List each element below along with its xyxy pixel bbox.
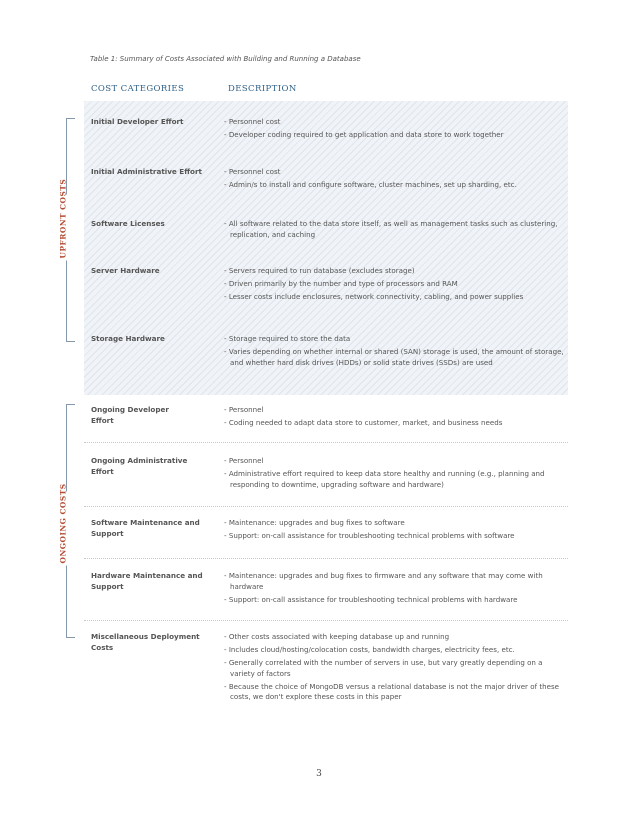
cost-category: Software Maintenance and Support xyxy=(91,518,200,538)
cost-category: Ongoing Developer Effort xyxy=(91,405,169,425)
header-description: DESCRIPTION xyxy=(228,84,297,94)
cost-description xyxy=(224,456,569,493)
description-bullet: - Admin/s to install and configure software, cluster machines, set up sharding, etc. xyxy=(224,180,517,189)
page-number: 3 xyxy=(316,769,322,779)
description-bullet: - Because the choice of MongoDB versus a relational database is not the major driver of these costs, we don't explore these costs in this paper xyxy=(224,681,560,701)
description-bullet: - Personnel cost xyxy=(224,117,281,126)
description-bullet: - Administrative effort required to keep data store healthy and running (e.g., planning and responding to downtime, upgrading software and hardware) xyxy=(224,469,545,489)
table-row xyxy=(84,207,568,257)
cost-description xyxy=(224,571,569,608)
cost-description xyxy=(224,266,569,305)
cost-category: Ongoing Administrative Effort xyxy=(91,456,188,476)
table-row xyxy=(84,559,568,621)
description-bullet: - Personnel xyxy=(224,405,264,414)
cost-description xyxy=(224,518,569,544)
table-row xyxy=(84,395,568,443)
description-bullet: - Servers required to run database (excludes storage) xyxy=(224,266,415,275)
description-bullet: - Maintenance: upgrades and bug fixes to software xyxy=(224,518,405,527)
cost-category: Miscellaneous Deployment Costs xyxy=(91,632,200,652)
description-bullet: - Other costs associated with keeping database up and running xyxy=(224,632,450,641)
description-bullet: - Generally correlated with the number of servers in use, but vary greatly depending on a variety of factors xyxy=(224,658,543,678)
cost-description xyxy=(224,632,569,705)
description-bullet: - Varies depending on whether internal or shared (SAN) storage is used, the amount of storage, and whether hard disk drives (HDDs) or solid state drives (SSDs) are used xyxy=(224,347,564,367)
table-row xyxy=(84,507,568,559)
header-cost-categories: COST CATEGORIES xyxy=(91,84,185,94)
description-bullet: - Storage required to store the data xyxy=(224,334,351,343)
description-bullet: - Personnel cost xyxy=(224,167,281,176)
table-row xyxy=(84,101,568,155)
description-bullet: - Driven primarily by the number and type of processors and RAM xyxy=(224,279,458,288)
cost-description xyxy=(224,219,569,243)
cost-category: Server Hardware xyxy=(91,266,160,275)
description-bullet: - Support: on-call assistance for troubleshooting technical problems with hardware xyxy=(224,594,518,604)
table-caption: Table 1: Summary of Costs Associated with Building and Running a Database xyxy=(90,55,361,63)
cost-description xyxy=(224,405,569,431)
description-bullet: - Includes cloud/hosting/colocation costs, bandwidth charges, electricity fees, etc. xyxy=(224,645,515,654)
upfront-costs-label: UPFRONT COSTS xyxy=(58,178,68,259)
cost-category: Software Licenses xyxy=(91,219,165,228)
table-row xyxy=(84,155,568,207)
ongoing-costs-label: ONGOING COSTS xyxy=(58,483,68,564)
cost-category: Initial Developer Effort xyxy=(91,117,184,126)
cost-description xyxy=(224,334,569,371)
cost-category: Initial Administrative Effort xyxy=(91,167,202,176)
table-row xyxy=(84,257,568,323)
table-row xyxy=(84,443,568,507)
table-row xyxy=(84,621,568,721)
description-bullet: - Personnel xyxy=(224,456,264,465)
cost-category: Hardware Maintenance and Support xyxy=(91,571,203,591)
description-bullet: - Coding needed to adapt data store to customer, market, and business needs xyxy=(224,418,503,427)
description-bullet: - Maintenance: upgrades and bug fixes to firmware and any software that may come with hardware xyxy=(224,571,543,591)
table-row xyxy=(84,323,568,395)
description-bullet: - Support: on-call assistance for troubleshooting technical problems with software xyxy=(224,531,515,540)
description-bullet: - Lesser costs include enclosures, network connectivity, cabling, and power supplies xyxy=(224,292,524,301)
description-bullet: - Developer coding required to get application and data store to work together xyxy=(224,130,504,139)
cost-description xyxy=(224,167,569,193)
cost-category: Storage Hardware xyxy=(91,334,165,343)
cost-description xyxy=(224,117,569,143)
description-bullet: - All software related to the data store itself, as well as management tasks such as clustering, replication, and caching xyxy=(224,219,558,239)
